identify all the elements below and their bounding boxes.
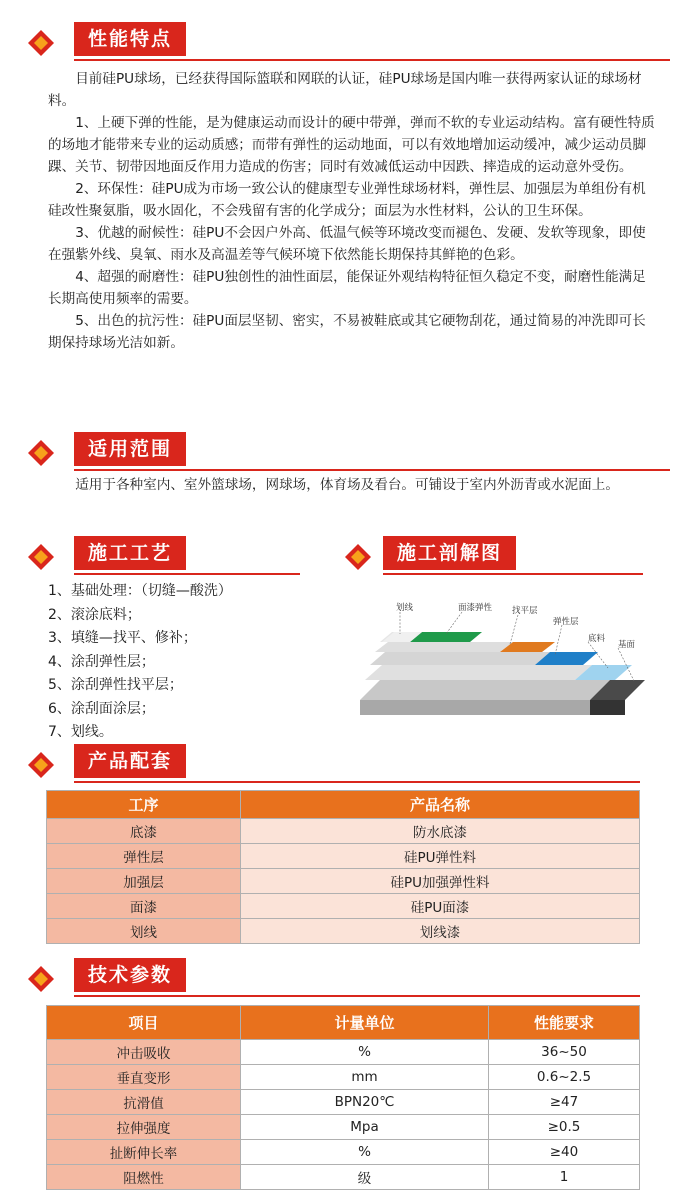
table-cell: ≥40 [489, 1140, 640, 1165]
table-cell: 硅PU弹性料 [241, 844, 640, 869]
table-cell: 硅PU加强弹性料 [241, 869, 640, 894]
table-row [47, 1090, 640, 1115]
list-item: 3、填缝—找平、修补； [48, 630, 197, 646]
table-row [47, 1065, 640, 1090]
table-row [47, 1040, 640, 1065]
section-title: 产品配套 [74, 744, 186, 778]
table-row [47, 1165, 640, 1190]
product-table [46, 790, 640, 944]
table-cell: 硅PU面漆 [241, 894, 640, 919]
scope-paragraph: 适用于各种室内、室外篮球场，网球场，体育场及看台。可铺设于室内外沥青或水泥面上。 [75, 477, 619, 493]
table-row [47, 1140, 640, 1165]
table-header-cell: 项目 [47, 1006, 241, 1040]
divider [74, 781, 640, 783]
table-cell: 阻燃性 [47, 1165, 241, 1190]
table-cell: BPN20℃ [241, 1090, 489, 1115]
feature-point: 4、超强的耐磨性：硅PU独创性的油性面层，能保证外观结构特征恒久稳定不变，耐磨性能满足长期高使用频率的需要。 [48, 269, 646, 307]
section-title: 施工工艺 [74, 536, 186, 570]
table-cell: 拉伸强度 [47, 1115, 241, 1140]
section-title: 技术参数 [74, 958, 186, 992]
table-cell: 垂直变形 [47, 1065, 241, 1090]
table-cell: ≥0.5 [489, 1115, 640, 1140]
table-cell: 0.6~2.5 [489, 1065, 640, 1090]
table-cell: 面漆 [47, 894, 241, 919]
list-item: 2、滚涂底料； [48, 606, 141, 623]
table-row [47, 919, 640, 944]
diagram-label: 找平层 [512, 606, 538, 616]
diagram-label: 基面 [618, 640, 636, 650]
table-row [47, 819, 640, 844]
diamond-bullet-icon [345, 544, 371, 570]
process-steps [48, 580, 232, 745]
table-header-cell: 产品名称 [241, 791, 640, 819]
diagram-label: 弹性层 [553, 617, 579, 627]
diamond-bullet-icon [28, 440, 54, 466]
feature-point: 2、环保性：硅PU成为市场一致公认的健康型专业弹性球场材料，弹性层、加强层为单组份有机硅改性聚氨脂，吸水固化，不会残留有害的化学成分；面层为水性材料，公认的卫生环保。 [48, 181, 646, 219]
diagram-label: 面漆弹性 [458, 603, 493, 613]
table-header-cell: 性能要求 [489, 1006, 640, 1040]
features-intro: 目前硅PU球场，已经获得国际篮联和网联的认证，硅PU球场是国内唯一获得两家认证的球场材料。 [48, 71, 642, 109]
diagram-label: 划线 [396, 603, 414, 613]
table-header-row [47, 1006, 640, 1040]
table-cell: 抗滑值 [47, 1090, 241, 1115]
feature-point: 5、出色的抗污性：硅PU面层坚韧、密实，不易被鞋底或其它硬物刮花，通过简易的冲洗即可长期保持球场光洁如新。 [48, 313, 646, 351]
diamond-bullet-icon [28, 30, 54, 56]
diagram-label: 底料 [588, 634, 606, 644]
divider [74, 995, 640, 997]
tech-spec-table [46, 1005, 640, 1190]
table-cell: 弹性层 [47, 844, 241, 869]
table-cell: % [241, 1140, 489, 1165]
divider [74, 59, 670, 61]
table-header-cell: 计量单位 [241, 1006, 489, 1040]
list-item: 4、涂刮弹性层； [48, 653, 155, 670]
features-text [48, 68, 658, 354]
table-cell: 1 [489, 1165, 640, 1190]
table-cell: Mpa [241, 1115, 489, 1140]
feature-point: 3、优越的耐候性：硅PU不会因户外高、低温气候等环境改变而褪色、发硬、发软等现象，即使在强紫外线、臭氧、雨水及高温差等气候环境下依然能长期保持其鲜艳的色彩。 [48, 225, 646, 263]
table-cell: mm [241, 1065, 489, 1090]
feature-point: 1、上硬下弹的性能，是为健康运动而设计的硬中带弹，弹而不软的专业运动结构。富有硬性特质的场地才能带来专业的运动质感；而带有弹性的运动地面，可以有效地增加运动缓冲，减少运动员脚踝、关节、韧带因地面反作用力造成的伤害；同时有效减低运动中因跌、摔造成的运动意外受伤。 [48, 115, 655, 175]
scope-text [48, 474, 658, 496]
diamond-bullet-icon [28, 966, 54, 992]
table-header-row [47, 791, 640, 819]
layer-cross-section-diagram [350, 600, 650, 730]
table-row [47, 869, 640, 894]
diamond-bullet-icon [28, 752, 54, 778]
table-cell: 加强层 [47, 869, 241, 894]
divider [74, 469, 670, 471]
diamond-bullet-icon [28, 544, 54, 570]
section-title: 适用范围 [74, 432, 186, 466]
section-title: 施工剖解图 [383, 536, 516, 570]
table-cell: 级 [241, 1165, 489, 1190]
table-cell: 扯断伸长率 [47, 1140, 241, 1165]
list-item: 5、涂刮弹性找平层； [48, 677, 183, 693]
table-row [47, 1115, 640, 1140]
table-cell: 底漆 [47, 819, 241, 844]
list-item: 7、划线。 [48, 724, 113, 740]
table-cell: 36~50 [489, 1040, 640, 1065]
table-cell: 冲击吸收 [47, 1040, 241, 1065]
table-cell: 划线漆 [241, 919, 640, 944]
section-title: 性能特点 [74, 22, 186, 56]
divider [74, 573, 300, 575]
list-item: 1、基础处理：（切缝—酸洗） [48, 583, 232, 599]
table-cell: % [241, 1040, 489, 1065]
table-header-cell: 工序 [47, 791, 241, 819]
divider [383, 573, 643, 575]
table-row [47, 844, 640, 869]
table-cell: 划线 [47, 919, 241, 944]
table-cell: ≥47 [489, 1090, 640, 1115]
list-item: 6、涂刮面涂层； [48, 700, 155, 717]
table-row [47, 894, 640, 919]
table-cell: 防水底漆 [241, 819, 640, 844]
